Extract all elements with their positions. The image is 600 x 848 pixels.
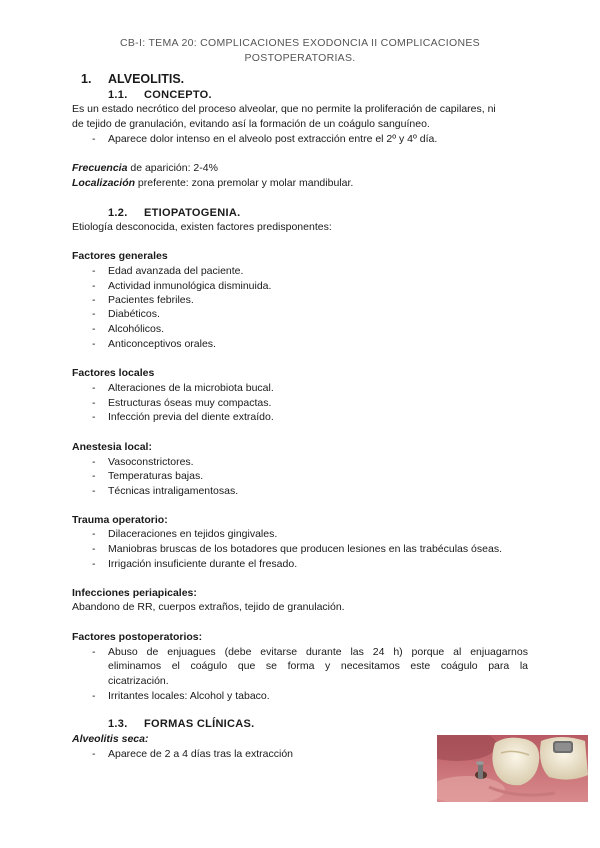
infecciones-periapicales-title: Infecciones periapicales: (72, 587, 197, 599)
bullet-dash: - (92, 265, 96, 277)
list-item: Vasoconstrictores. (108, 456, 194, 468)
postop-item-1-line-3: cicatrización. (108, 675, 169, 687)
subsection-1-1-number: 1.1. (108, 89, 128, 101)
subsection-1-2-title: ETIOPATOGENIA. (144, 207, 241, 219)
list-item: Pacientes febriles. (108, 294, 194, 306)
bullet-dash: - (92, 543, 96, 555)
bullet-dash: - (92, 470, 96, 482)
list-item: Técnicas intraligamentosas. (108, 485, 239, 497)
bullet-dash: - (92, 456, 96, 468)
bullet-dash: - (92, 558, 96, 570)
running-header (60, 36, 540, 66)
bullet-dash: - (92, 485, 96, 497)
concepto-line-2: de tejido de granulación, evitando así la formación de un coágulo sanguíneo. (72, 118, 430, 130)
bullet-dash: - (92, 133, 96, 145)
localizacion-text: preferente: zona premolar y molar mandibular. (135, 177, 354, 189)
bullet-dash: - (92, 382, 96, 394)
etiopatogenia-intro: Etiología desconocida, existen factores predisponentes: (72, 221, 332, 233)
bullet-dash: - (92, 646, 96, 658)
list-item: Irritantes locales: Alcohol y tabaco. (108, 690, 270, 702)
list-item: Dilaceraciones en tejidos gingivales. (108, 528, 278, 540)
frecuencia-text: de aparición: 2-4% (127, 162, 218, 174)
frecuencia-line (72, 161, 218, 176)
bullet-dash: - (92, 411, 96, 423)
infecciones-periapicales-text: Abandono de RR, cuerpos extraños, tejido de granulación. (72, 601, 345, 613)
factores-generales-title: Factores generales (72, 250, 168, 262)
localizacion-line (72, 176, 353, 191)
subsection-1-1-title: CONCEPTO. (144, 89, 212, 101)
list-item: Edad avanzada del paciente. (108, 265, 244, 277)
bullet-dash: - (92, 338, 96, 350)
bullet-dash: - (92, 280, 96, 292)
concepto-line-1: Es un estado necrótico del proceso alveolar, que no permite la proliferación de capilares, ni (72, 103, 496, 115)
list-item: Irrigación insuficiente durante el fresado. (108, 558, 298, 570)
list-item: Maniobras bruscas de los botadores que producen lesiones en las trabéculas óseas. (108, 543, 502, 555)
trauma-operatorio-title: Trauma operatorio: (72, 514, 168, 526)
postop-line-text: eliminamos el coágulo que se forma y necesitamos este coágulo para la (108, 660, 528, 672)
localizacion-label: Localización (72, 177, 136, 189)
bullet-dash: - (92, 308, 96, 320)
header-line-2: POSTOPERATORIAS. (244, 52, 356, 64)
clinical-photo-dry-socket (437, 735, 588, 802)
bullet-dash: - (92, 528, 96, 540)
list-item: Infección previa del diente extraído. (108, 411, 274, 423)
concepto-bullet: Aparece dolor intenso en el alveolo post extracción entre el 2º y 4º día. (108, 133, 438, 145)
bullet-dash: - (92, 397, 96, 409)
section-1-title: ALVEOLITIS. (108, 72, 185, 86)
bullet-dash: - (92, 294, 96, 306)
subsection-1-3-title: FORMAS CLÍNICAS. (144, 718, 255, 730)
list-item: Anticonceptivos orales. (108, 338, 216, 350)
subsection-1-2-number: 1.2. (108, 207, 128, 219)
subsection-1-3-number: 1.3. (108, 718, 128, 730)
alveolitis-seca-bullet: Aparece de 2 a 4 días tras la extracción (108, 748, 294, 760)
postop-item-1-line-1 (108, 645, 528, 660)
bullet-dash: - (92, 748, 96, 760)
list-item: Estructuras óseas muy compactas. (108, 397, 272, 409)
alveolitis-seca-title: Alveolitis seca: (72, 733, 149, 745)
bullet-dash: - (92, 323, 96, 335)
postop-item-1-line-2 (108, 659, 528, 674)
bullet-dash: - (92, 690, 96, 702)
list-item: Alteraciones de la microbiota bucal. (108, 382, 274, 394)
frecuencia-label: Frecuencia (72, 162, 128, 174)
anestesia-local-title: Anestesia local: (72, 441, 152, 453)
list-item: Diabéticos. (108, 308, 160, 320)
photo-illustration (437, 735, 588, 802)
postop-line-text: Abuso de enjuagues (debe evitarse durante las 24 h) porque al enjuagarnos (108, 646, 528, 658)
list-item: Actividad inmunológica disminuida. (108, 280, 272, 292)
factores-postoperatorios-title: Factores postoperatorios: (72, 631, 203, 643)
list-item: Temperaturas bajas. (108, 470, 204, 482)
section-1-number: 1. (81, 72, 92, 86)
factores-locales-title: Factores locales (72, 367, 155, 379)
list-item: Alcohólicos. (108, 323, 165, 335)
header-line-1: CB-I: TEMA 20: COMPLICACIONES EXODONCIA II COMPLICACIONES (120, 37, 480, 49)
